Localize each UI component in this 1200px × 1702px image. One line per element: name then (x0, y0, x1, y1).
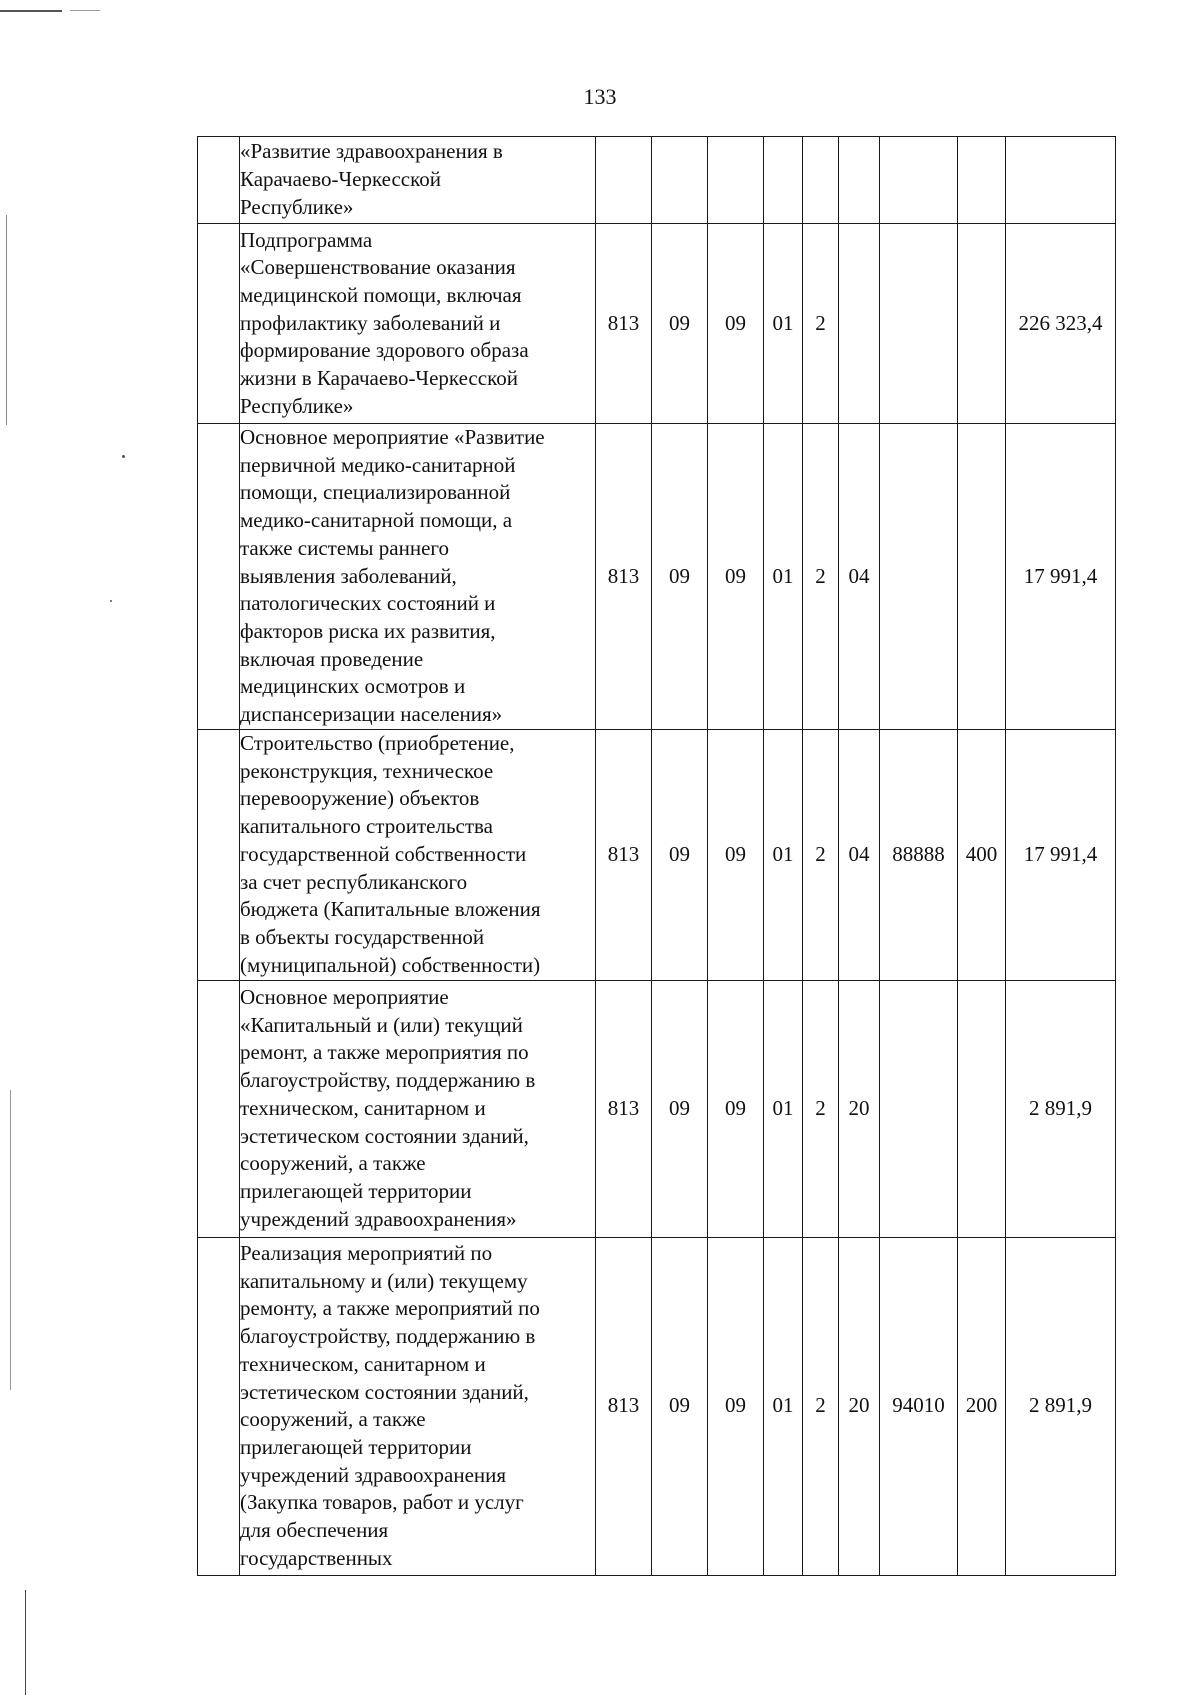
page-number: 133 (583, 84, 617, 109)
row-number-cell (198, 137, 240, 224)
section-cell: 09 (652, 224, 708, 424)
amount-cell: 2 891,9 (1006, 1237, 1116, 1575)
subprogram-cell: 2 (803, 729, 839, 980)
grbs-cell: 813 (596, 424, 652, 730)
item-name-line: «Капитальный и (или) текущий (240, 1012, 523, 1037)
direction-cell (880, 980, 958, 1237)
expense-type-cell: 400 (958, 729, 1006, 980)
table-row (198, 980, 1116, 1237)
expense-type-cell (958, 424, 1006, 730)
scan-mark-left-edge (6, 215, 7, 425)
row-number-cell (198, 729, 240, 980)
item-name-line: ремонт, а также мероприятия по (240, 1040, 529, 1065)
scan-dot-1 (122, 455, 125, 458)
item-name-line: техническом, санитарном и (240, 1351, 486, 1376)
item-name-cell (240, 137, 596, 224)
program-cell: 01 (764, 980, 803, 1237)
item-name-line: также системы раннего (240, 535, 449, 560)
grbs-cell: 813 (596, 1237, 652, 1575)
main-event-cell: 20 (839, 1237, 880, 1575)
item-name-line: Карачаево-Черкесской (240, 167, 442, 192)
scan-dot-2 (110, 600, 112, 602)
item-name-line: за счет республиканского (240, 869, 468, 894)
main-event-cell (839, 137, 880, 224)
scan-mark-left-edge-2 (10, 1090, 11, 1390)
expense-type-cell: 200 (958, 1237, 1006, 1575)
item-name-line: Республике» (240, 194, 354, 219)
item-name-cell (240, 424, 596, 730)
grbs-cell: 813 (596, 980, 652, 1237)
item-name-line: прилегающей территории (240, 1178, 472, 1203)
item-name-line: учреждений здравоохранения (240, 1462, 507, 1487)
item-name-line: капитального строительства (240, 814, 493, 839)
subsection-cell: 09 (708, 980, 764, 1237)
item-name-line: благоустройству, поддержанию в (240, 1324, 536, 1349)
item-name-line: Реализация мероприятий по (240, 1241, 493, 1266)
subprogram-cell: 2 (803, 424, 839, 730)
main-event-cell (839, 224, 880, 424)
expense-type-cell (958, 137, 1006, 224)
amount-cell: 2 891,9 (1006, 980, 1116, 1237)
item-name-cell (240, 729, 596, 980)
item-name-line: перевооружение) объектов (240, 786, 480, 811)
item-name-line: благоустройству, поддержанию в (240, 1068, 536, 1093)
section-cell: 09 (652, 729, 708, 980)
scan-mark-bottom-left (25, 1590, 26, 1695)
item-name-line: первичной медико-санитарной (240, 452, 516, 477)
section-cell (652, 137, 708, 224)
row-number-cell (198, 224, 240, 424)
item-name-line: «Совершенствование оказания (240, 255, 516, 280)
item-name-line: государственной собственности (240, 841, 527, 866)
item-name-line: выявления заболеваний, (240, 563, 457, 588)
program-cell: 01 (764, 1237, 803, 1575)
subsection-cell: 09 (708, 729, 764, 980)
row-number-cell (198, 1237, 240, 1575)
item-name-cell (240, 980, 596, 1237)
item-name-line: медицинских осмотров и (240, 674, 466, 699)
scan-mark-top-left-2 (70, 10, 100, 11)
grbs-cell: 813 (596, 729, 652, 980)
direction-cell: 94010 (880, 1237, 958, 1575)
item-name-line: профилактику заболеваний и (240, 310, 501, 335)
item-name-line: сооружений, а также (240, 1407, 426, 1432)
subprogram-cell: 2 (803, 1237, 839, 1575)
item-name-line: медицинской помощи, включая (240, 282, 522, 307)
subprogram-cell: 2 (803, 980, 839, 1237)
main-event-cell: 04 (839, 729, 880, 980)
item-name-cell (240, 1237, 596, 1575)
item-name-line: медико-санитарной помощи, а (240, 508, 513, 533)
item-name-line: ремонту, а также мероприятий по (240, 1296, 540, 1321)
row-number-cell (198, 424, 240, 730)
item-name-line: Строительство (приобретение, (240, 731, 515, 756)
item-name-line: жизни в Карачаево-Черкесской (240, 366, 518, 391)
subprogram-cell: 2 (803, 224, 839, 424)
section-cell: 09 (652, 980, 708, 1237)
subsection-cell: 09 (708, 1237, 764, 1575)
item-name-line: (муниципальной) собственности) (240, 952, 541, 977)
direction-cell (880, 424, 958, 730)
program-cell: 01 (764, 224, 803, 424)
item-name-line: реконструкция, техническое (240, 758, 494, 783)
expense-type-cell (958, 980, 1006, 1237)
subprogram-cell (803, 137, 839, 224)
item-name-line: сооружений, а также (240, 1151, 426, 1176)
section-cell: 09 (652, 1237, 708, 1575)
table-row (198, 424, 1116, 730)
item-name-line: патологических состояний и (240, 591, 496, 616)
table-row (198, 1237, 1116, 1575)
subsection-cell (708, 137, 764, 224)
direction-cell: 88888 (880, 729, 958, 980)
scan-mark-top-left (0, 10, 62, 12)
item-name-line: (Закупка товаров, работ и услуг (240, 1490, 524, 1515)
budget-table-body (198, 137, 1116, 1576)
item-name-cell (240, 224, 596, 424)
item-name-line: диспансеризации населения» (240, 702, 503, 727)
direction-cell (880, 137, 958, 224)
table-row (198, 224, 1116, 424)
item-name-line: Основное мероприятие «Развитие (240, 425, 545, 449)
item-name-line: помощи, специализированной (240, 480, 511, 505)
amount-cell (1006, 137, 1116, 224)
item-name-line: прилегающей территории (240, 1434, 472, 1459)
expense-type-cell (958, 224, 1006, 424)
amount-cell: 17 991,4 (1006, 424, 1116, 730)
item-name-line: учреждений здравоохранения» (240, 1206, 517, 1231)
section-cell: 09 (652, 424, 708, 730)
item-name-line: факторов риска их развития, (240, 618, 496, 643)
grbs-cell (596, 137, 652, 224)
direction-cell (880, 224, 958, 424)
program-cell (764, 137, 803, 224)
subsection-cell: 09 (708, 424, 764, 730)
item-name-line: техническом, санитарном и (240, 1095, 486, 1120)
program-cell: 01 (764, 424, 803, 730)
amount-cell: 17 991,4 (1006, 729, 1116, 980)
item-name-line: формирование здорового образа (240, 338, 529, 363)
item-name-line: бюджета (Капитальные вложения (240, 897, 541, 922)
item-name-line: капитальному и (или) текущему (240, 1268, 528, 1293)
table-row (198, 729, 1116, 980)
item-name-line: в объекты государственной (240, 924, 485, 949)
program-cell: 01 (764, 729, 803, 980)
amount-cell: 226 323,4 (1006, 224, 1116, 424)
item-name-line: включая проведение (240, 646, 424, 671)
grbs-cell: 813 (596, 224, 652, 424)
item-name-line: «Развитие здравоохранения в (240, 139, 503, 164)
budget-table (197, 136, 1116, 1576)
row-number-cell (198, 980, 240, 1237)
item-name-line: эстетическом состоянии зданий, (240, 1123, 529, 1148)
table-row (198, 137, 1116, 224)
item-name-line: эстетическом состоянии зданий, (240, 1379, 529, 1404)
item-name-line: Республике» (240, 393, 354, 418)
item-name-line: Основное мероприятие (240, 985, 449, 1010)
item-name-line: для обеспечения (240, 1518, 389, 1543)
main-event-cell: 20 (839, 980, 880, 1237)
main-event-cell: 04 (839, 424, 880, 730)
subsection-cell: 09 (708, 224, 764, 424)
item-name-line: Подпрограмма (240, 227, 373, 252)
item-name-line: государственных (240, 1545, 393, 1570)
